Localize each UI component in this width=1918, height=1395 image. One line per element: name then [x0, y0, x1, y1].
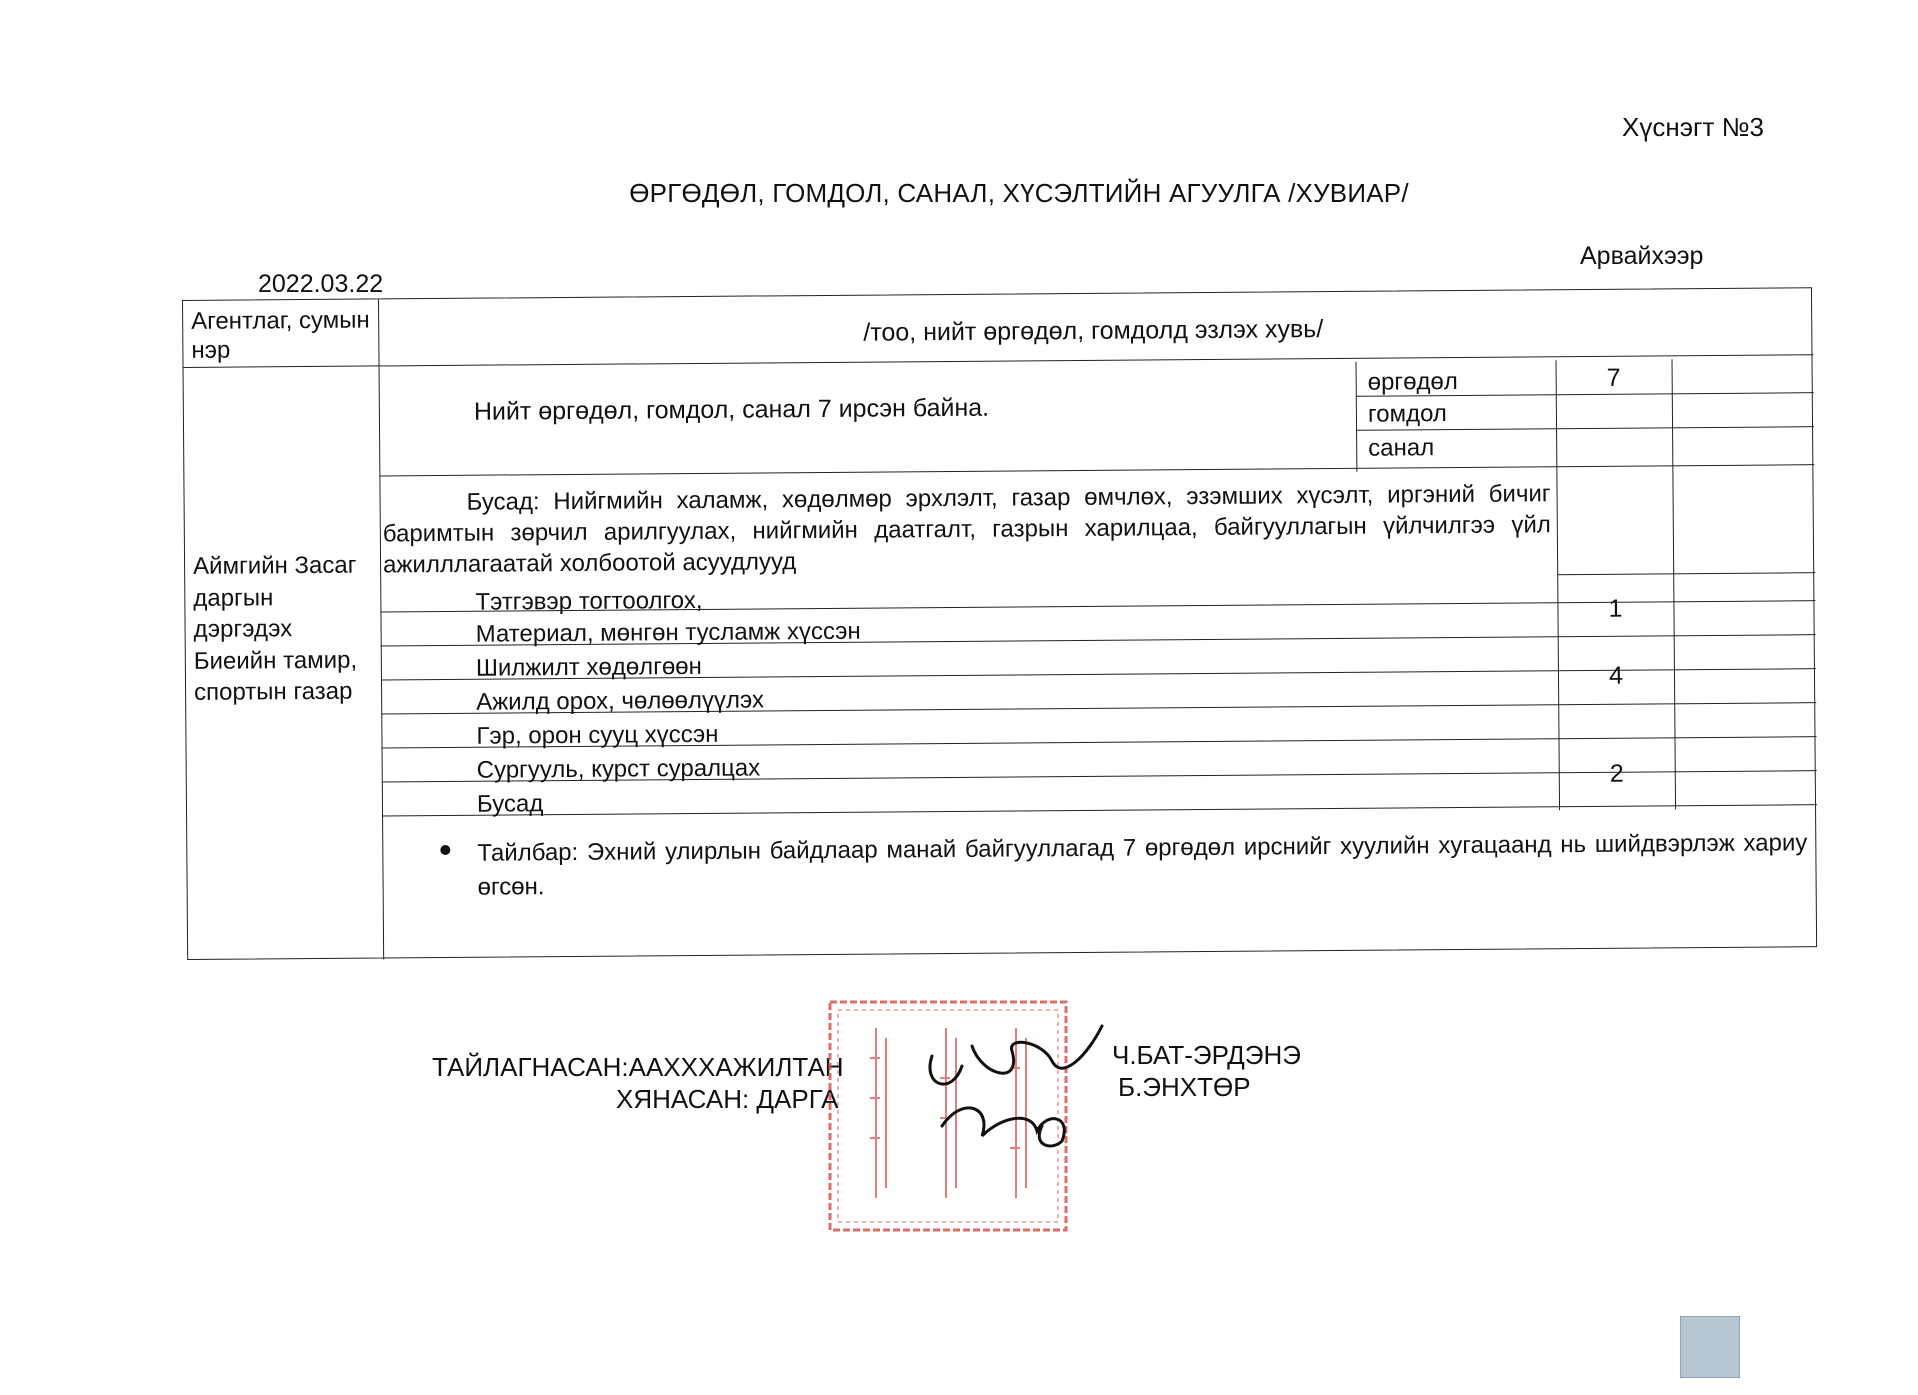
category-value — [1561, 713, 1671, 714]
checked-by-label: ХЯНАСАН: ДАРГА — [616, 1084, 839, 1114]
category-value — [1562, 747, 1672, 748]
type-value: 7 — [1606, 363, 1621, 392]
document-title: ӨРГӨДӨЛ, ГОМДОЛ, САНАЛ, ХҮСЭЛТИЙН АГУУЛГА /ХУВИАР/ — [629, 178, 1409, 208]
report-date: 2022.03.22 — [258, 270, 384, 298]
checked-by-name: Б.ЭНХТӨР — [1118, 1072, 1251, 1102]
handwritten-signature-icon — [912, 1016, 1112, 1156]
category-value: 2 — [1609, 759, 1624, 788]
category-label: Ажилд орох, чөлөөлүүлэх — [476, 686, 765, 716]
main-column-header: /тоо, нийт өргөдөл, гомдолд эзлэх хувь/ — [863, 315, 1324, 347]
organization-name: Аймгийн Засаг даргын дэргэдэх Биеийн тамир, спортын газар — [192, 551, 358, 706]
category-label: Шилжилт хөдөлгөөн — [475, 652, 702, 682]
type-value — [1559, 397, 1669, 398]
note-text: Тайлбар: Эхний улирлын байдлаар манай байгууллагад 7 өргөдөл ирснийг хуулийн хугацаанд нь шийдвэрлэж хариу өгсөн. — [477, 829, 1808, 901]
category-label: Гэр, орон сууц хүссэн — [476, 720, 719, 750]
type-label: гомдол — [1367, 400, 1447, 428]
category-value — [1560, 577, 1670, 578]
org-column-header: Агентлаг, сумын нэр — [191, 306, 370, 364]
category-value — [1561, 645, 1671, 646]
category-label: Бусад — [476, 790, 544, 818]
place-name: Арвайхээр — [1580, 242, 1704, 270]
annex-number: Хүснэгт №3 — [1622, 112, 1764, 142]
other-issues-paragraph: Бусад: Нийгмийн халамж, хөдөлмөр эрхлэлт, газар өмчлөх, эзэмших хүсэлт, иргэний бичиг баримтын зөрчил арилгуулах, нийгмийн даатгалт, газрын харилцаа, байгууллагын үйлчилгээ үйл ажилллагаатай холбоотой асуудлууд — [382, 480, 1551, 579]
type-value — [1559, 431, 1669, 432]
category-value: 1 — [1608, 594, 1623, 623]
type-label: санал — [1368, 434, 1435, 462]
summary-text: Нийт өргөдөл, гомдол, санал 7 ирсэн байна. — [473, 393, 990, 426]
report-table — [182, 287, 1817, 960]
government-logo-icon — [1680, 1316, 1740, 1378]
prepared-by-label: ТАЙЛАГНАСАН:ААХХХАЖИЛТАН — [432, 1052, 844, 1082]
category-label: Материал, мөнгөн тусламж хүссэн — [475, 617, 861, 648]
category-label: Тэтгэвэр тогтоолгох, — [475, 586, 703, 616]
prepared-by-name: Ч.БАТ-ЭРДЭНЭ — [1112, 1040, 1301, 1070]
category-value: 4 — [1608, 661, 1624, 690]
category-label: Сургууль, курст суралцах — [476, 754, 761, 784]
type-label: өргөдөл — [1367, 367, 1458, 396]
bullet-icon — [440, 845, 450, 855]
